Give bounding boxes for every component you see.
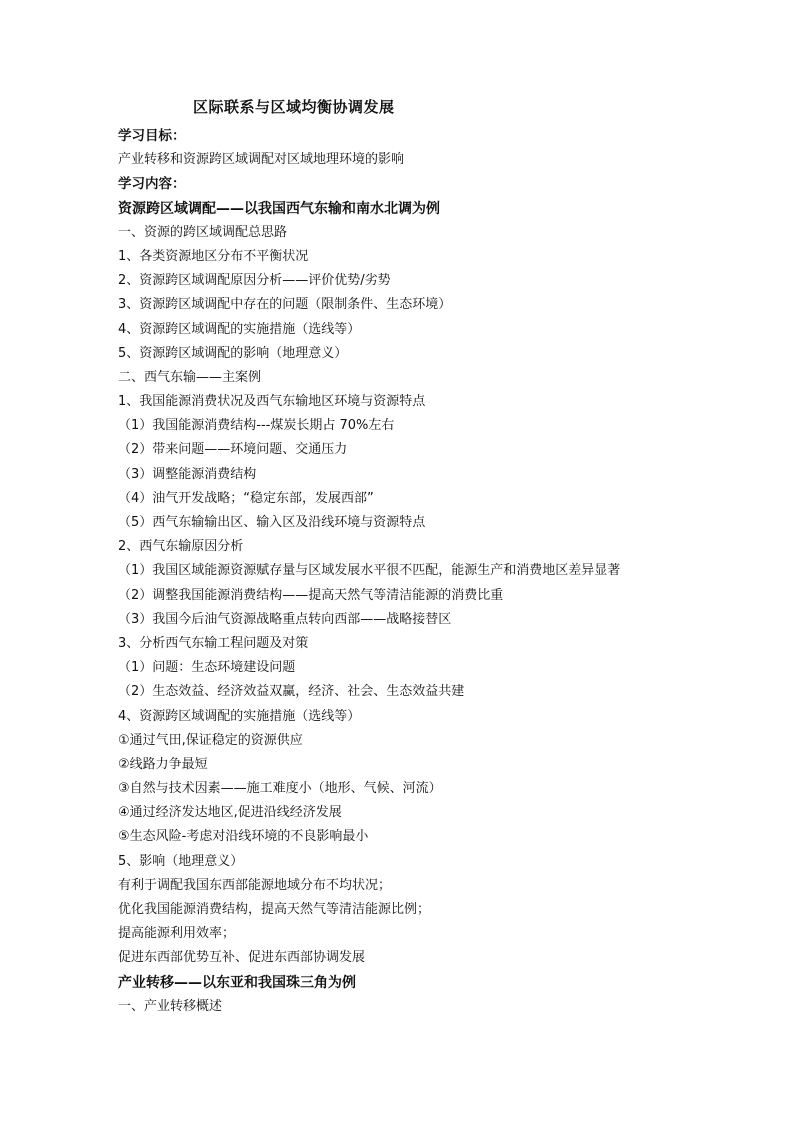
paragraph-line: 一、资源的跨区域调配总思路 <box>118 224 288 240</box>
paragraph-line: （2）调整我国能源消费结构——提高天然气等清洁能源的消费比重 <box>118 587 504 603</box>
section-heading-resource-allocation: 资源跨区域调配——以我国西气东输和南水北调为例 <box>118 200 440 217</box>
section-label-objectives: 学习目标： <box>118 128 186 144</box>
paragraph-line: 一、产业转移概述 <box>118 998 223 1014</box>
paragraph-line: ⑤生态风险-考虑对沿线环境的不良影响最小 <box>118 829 369 845</box>
paragraph-line: 3、分析西气东输工程问题及对策 <box>118 635 309 651</box>
paragraph-line: ④通过经济发达地区,促进沿线经济发展 <box>118 805 342 821</box>
paragraph-line: （2）带来问题——环境问题、交通压力 <box>118 442 348 458</box>
paragraph-line: ②线路力争最短 <box>118 756 208 772</box>
paragraph-line: 提高能源利用效率； <box>118 926 236 942</box>
paragraph-line: 3、资源跨区域调配中存在的问题（限制条件、生态环境） <box>118 297 452 313</box>
paragraph-line: 1、我国能源消费状况及西气东输地区环境与资源特点 <box>118 394 426 410</box>
paragraph-line: 产业转移和资源跨区域调配对区域地理环境的影响 <box>118 152 405 168</box>
paragraph-line: （1）我国能源消费结构---煤炭长期占 70%左右 <box>118 418 395 434</box>
document-title: 区际联系与区域均衡协调发展 <box>193 98 395 116</box>
paragraph-line: 5、资源跨区域调配的影响（地理意义） <box>118 345 348 361</box>
paragraph-line: （1）问题：生态环境建设问题 <box>118 660 296 676</box>
section-label-content: 学习内容： <box>118 176 186 193</box>
paragraph-line: 有利于调配我国东西部能源地域分布不均状况； <box>118 877 392 893</box>
paragraph-line: ③自然与技术因素——施工难度小（地形、气候、河流） <box>118 781 442 797</box>
paragraph-line: （2）生态效益、经济效益双赢，经济、社会、生态效益共建 <box>118 684 465 700</box>
paragraph-line: （1）我国区域能源资源赋存量与区域发展水平很不匹配，能源生产和消费地区差异显著 <box>118 563 621 579</box>
paragraph-line: 1、各类资源地区分布不平衡状况 <box>118 248 309 264</box>
paragraph-line: 二、西气东输——主案例 <box>118 369 262 385</box>
paragraph-line: 2、西气东输原因分析 <box>118 539 244 555</box>
paragraph-line: ①通过气田,保证稳定的资源供应 <box>118 732 303 748</box>
document-body <box>118 124 678 1019</box>
paragraph-line: （3）我国今后油气资源战略重点转向西部——战略接替区 <box>118 611 452 627</box>
paragraph-line: 优化我国能源消费结构，提高天然气等清洁能源比例； <box>118 902 431 917</box>
paragraph-line: 4、资源跨区域调配的实施措施（选线等） <box>118 321 361 337</box>
paragraph-line: 2、资源跨区域调配原因分析——评价优势/劣势 <box>118 273 391 289</box>
section-heading-industry-transfer: 产业转移——以东亚和我国珠三角为例 <box>118 974 356 991</box>
paragraph-line: （3）调整能源消费结构 <box>118 466 257 482</box>
paragraph-line: （5）西气东输输出区、输入区及沿线环境与资源特点 <box>118 515 426 530</box>
paragraph-line: 4、资源跨区域调配的实施措施（选线等） <box>118 708 361 724</box>
paragraph-line: 5、影响（地理意义） <box>118 853 244 869</box>
paragraph-line: （4）油气开发战略；“稳定东部，发展西部” <box>118 490 374 506</box>
paragraph-line: 促进东西部优势互补、促进东西部协调发展 <box>118 950 366 966</box>
